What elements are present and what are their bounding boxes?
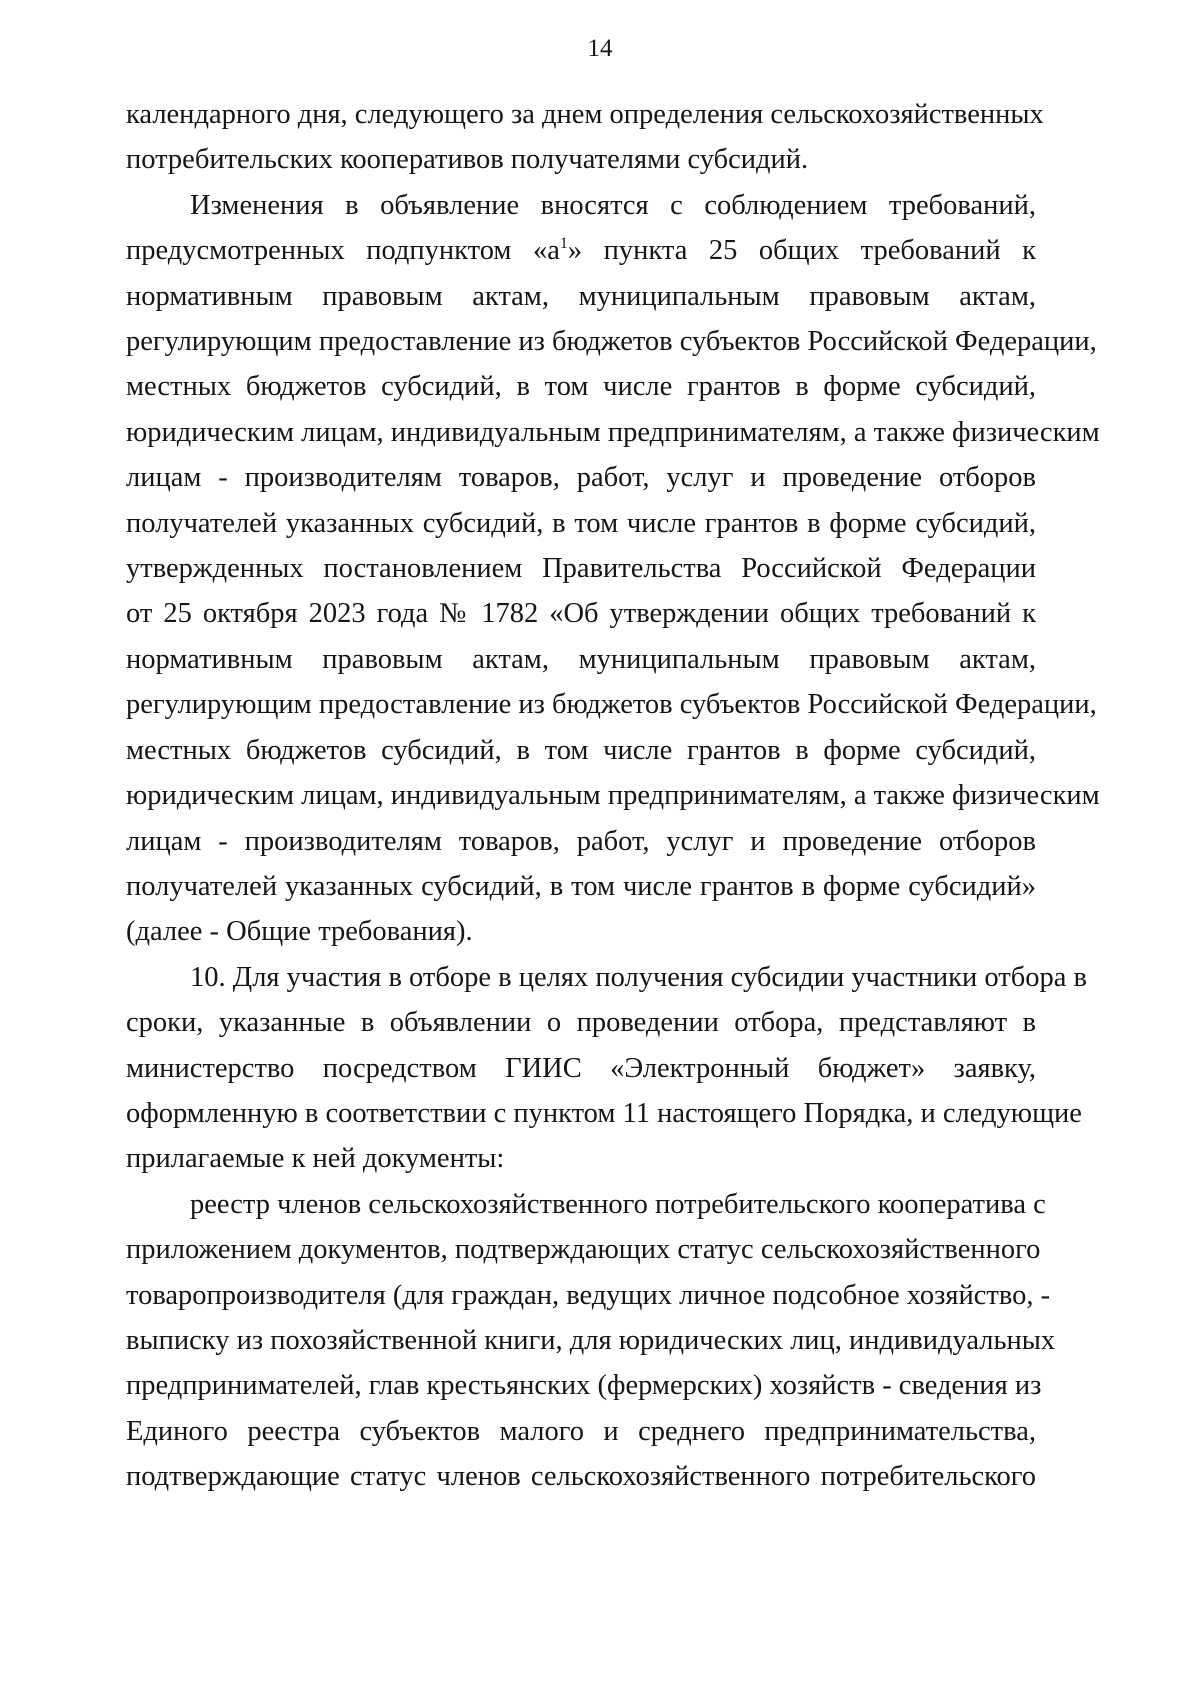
text-line: регулирующим предоставление из бюджетов субъектов Российской Федерации, xyxy=(126,689,1097,721)
paragraph-1 xyxy=(126,92,1044,183)
text-line: прилагаемые к ней документы: xyxy=(126,1143,505,1175)
text-line: нормативным правовым актам, муниципальным правовым актам, xyxy=(126,280,1036,312)
text-line: подтверждающие статус членов сельскохозяйственного потребительского xyxy=(126,1461,1036,1493)
text-line: нормативным правовым актам, муниципальным правовым актам, xyxy=(126,643,1036,675)
paragraph-4 xyxy=(126,1182,1056,1500)
text-line: (далее - Общие требования). xyxy=(126,916,473,948)
text-line: Единого реестра субъектов малого и среднего предпринимательства, xyxy=(126,1415,1036,1447)
text-line: министерство посредством ГИИС «Электронный бюджет» заявку, xyxy=(126,1052,1036,1084)
text-line: от 25 октября 2023 года № 1782 «Об утверждении общих требований к xyxy=(126,598,1036,630)
text-line: Изменения в объявление вносятся с соблюдением требований, xyxy=(190,189,1036,221)
paragraph-2 xyxy=(126,183,1100,955)
superscript: 1 xyxy=(559,235,568,253)
text-line: календарного дня, следующего за днем определения сельскохозяйственных xyxy=(126,99,1044,130)
text-fragment: » пункта 25 общих требований к xyxy=(567,235,1036,267)
text-line: оформленную в соответствии с пунктом 11 настоящего Порядка, и следующие xyxy=(126,1097,1082,1129)
text-line: предпринимателей, глав крестьянских (фермерских) хозяйств - сведения из xyxy=(126,1370,1042,1402)
text-line: юридическим лицам, индивидуальным предпринимателям, а также физическим xyxy=(126,416,1100,448)
text-line: товаропроизводителя (для граждан, ведущих личное подсобное хозяйство, - xyxy=(126,1279,1051,1311)
text-fragment: предусмотренных подпунктом «а xyxy=(126,235,560,267)
paragraph-3 xyxy=(126,955,1087,1182)
text-line: сроки, указанные в объявлении о проведении отбора, представляют в xyxy=(126,1007,1036,1039)
text-line: приложением документов, подтверждающих статус сельскохозяйственного xyxy=(126,1234,1041,1266)
text-line: лицам - производителям товаров, работ, услуг и проведение отборов xyxy=(126,462,1036,494)
document-body xyxy=(126,92,1100,1500)
text-line: выписку из похозяйственной книги, для юридических лиц, индивидуальных xyxy=(126,1324,1056,1356)
page-number: 14 xyxy=(587,35,613,62)
text-line: реестр членов сельскохозяйственного потребительского кооператива с xyxy=(190,1188,1046,1220)
text-line: утвержденных постановлением Правительства Российской Федерации xyxy=(126,553,1036,585)
text-line: получателей указанных субсидий, в том числе грантов в форме субсидий» xyxy=(126,870,1036,902)
text-line-with-superscript xyxy=(126,228,1036,273)
text-line: регулирующим предоставление из бюджетов субъектов Российской Федерации, xyxy=(126,326,1097,358)
text-line: 10. Для участия в отборе в целях получения субсидии участники отбора в xyxy=(190,961,1087,993)
text-line: лицам - производителям товаров, работ, услуг и проведение отборов xyxy=(126,825,1036,857)
text-line: юридическим лицам, индивидуальным предпринимателям, а также физическим xyxy=(126,780,1100,812)
text-line: получателей указанных субсидий, в том числе грантов в форме субсидий, xyxy=(126,507,1036,539)
text-line: местных бюджетов субсидий, в том числе грантов в форме субсидий, xyxy=(126,371,1036,403)
text-line: местных бюджетов субсидий, в том числе грантов в форме субсидий, xyxy=(126,734,1036,766)
text-line: потребительских кооперативов получателями субсидий. xyxy=(126,144,809,176)
